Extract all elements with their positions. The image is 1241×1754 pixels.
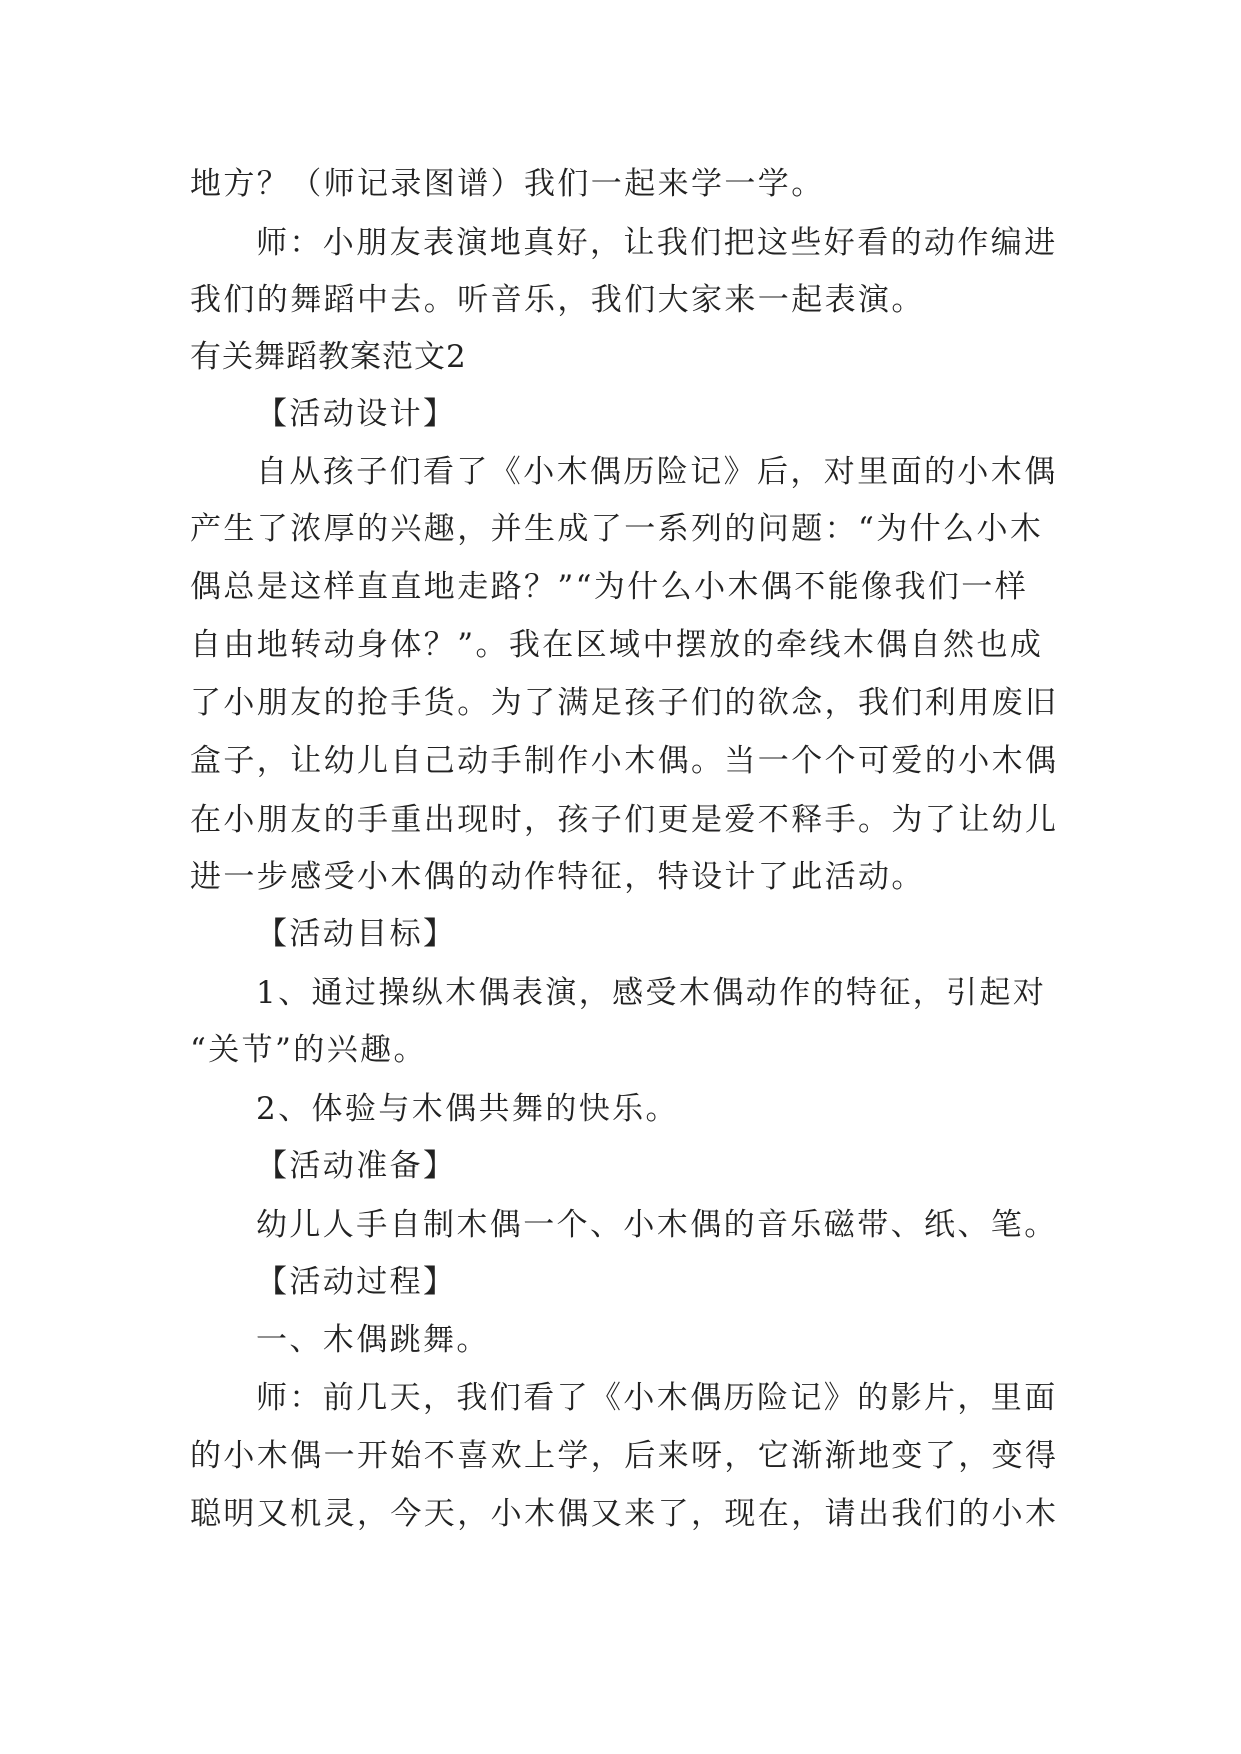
paragraph-line: 师：小朋友表演地真好，让我们把这些好看的动作编进 <box>256 225 1058 261</box>
paragraph-line: 地方？（师记录图谱）我们一起来学一学。 <box>190 166 825 202</box>
paragraph-line: 自从孩子们看了《小木偶历险记》后，对里面的小木偶 <box>256 454 1058 490</box>
paragraph-line: 了小朋友的抢手货。为了满足孩子们的欲念，我们利用废旧 <box>190 685 1059 721</box>
paragraph-line: 进一步感受小木偶的动作特征，特设计了此活动。 <box>190 859 925 895</box>
section-heading: 【活动目标】 <box>256 916 457 952</box>
paragraph-line: 我们的舞蹈中去。听音乐，我们大家来一起表演。 <box>190 282 925 318</box>
paragraph-line: 盒子，让幼儿自己动手制作小木偶。当一个个可爱的小木偶 <box>190 743 1059 779</box>
paragraph-line: 自由地转动身体？”。我在区域中摆放的牵线木偶自然也成 <box>190 627 1044 663</box>
section-heading: 【活动准备】 <box>256 1148 457 1184</box>
section-heading: 【活动过程】 <box>256 1264 457 1300</box>
paragraph-line: 聪明又机灵，今天，小木偶又来了，现在，请出我们的小木 <box>190 1496 1059 1532</box>
paragraph-line: 产生了浓厚的兴趣，并生成了一系列的问题：“为什么小木 <box>190 511 1044 547</box>
section-title: 有关舞蹈教案范文2 <box>190 339 467 375</box>
paragraph-line: 2、体验与木偶共舞的快乐。 <box>256 1091 679 1127</box>
paragraph-line: 在小朋友的手重出现时，孩子们更是爱不释手。为了让幼儿 <box>190 802 1059 838</box>
paragraph-line: 幼儿人手自制木偶一个、小木偶的音乐磁带、纸、笔。 <box>256 1207 1058 1243</box>
paragraph-line: 1、通过操纵木偶表演，感受木偶动作的特征，引起对 <box>256 975 1047 1011</box>
section-heading: 【活动设计】 <box>256 396 457 432</box>
paragraph-line: 师：前几天，我们看了《小木偶历险记》的影片，里面 <box>256 1380 1058 1416</box>
paragraph-line: 的小木偶一开始不喜欢上学，后来呀，它渐渐地变了，变得 <box>190 1438 1059 1474</box>
paragraph-line: “关节”的兴趣。 <box>190 1032 427 1068</box>
paragraph-line: 偶总是这样直直地走路？”“为什么小木偶不能像我们一样 <box>190 569 1029 605</box>
paragraph-line: 一、木偶跳舞。 <box>256 1322 490 1358</box>
